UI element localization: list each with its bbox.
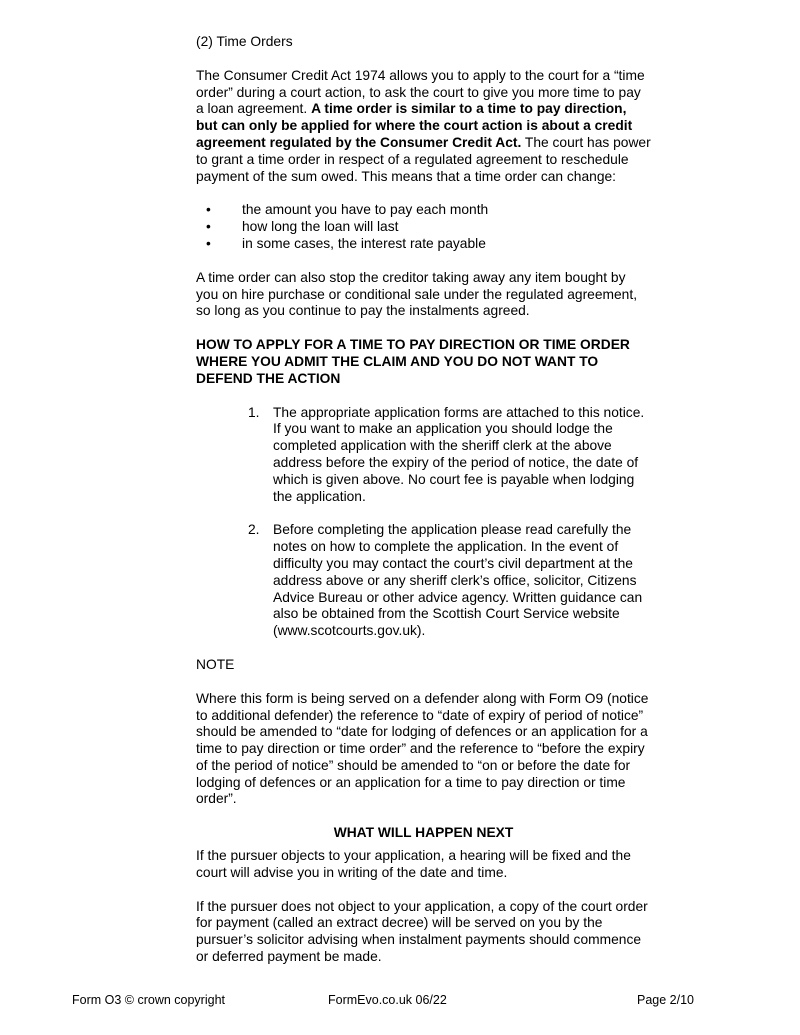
note-paragraph: Where this form is being served on a defender along with Form O9 (notice to additional defender) the reference to “date of expiry of period of notice” should be amended to “date for lodging of defences or an application for a time to pay direction or time order” and the reference to “before the expiry of the period of notice” should be amended to “on or before the date for lodging of defences or an application for a time to pay direction or time order”. (196, 690, 649, 807)
pursuer-objects-paragraph: If the pursuer objects to your application, a hearing will be fixed and the court will advise you in writing of the date and time. (196, 848, 631, 880)
footer-source: FormEvo.co.uk 06/22 (328, 993, 447, 1007)
step-text: The appropriate application forms are attached to this notice. If you want to make an application you should lodge the completed application with the sheriff clerk at the above address before the expiry of the period of notice, the date of which is given above. No court fee is payable when lodging the application. (273, 404, 645, 504)
list-item (196, 522, 651, 640)
pursuer-no-objection-paragraph: If the pursuer does not object to your application, a copy of the court order for payment (called an extract decree) will be served on you by the pursuer’s solicitor advising when instalment payments should commence or deferred payment be made. (196, 898, 648, 965)
section-title: (2) Time Orders (196, 34, 293, 49)
step-number: 2. (248, 522, 260, 538)
what-happens-next-heading: WHAT WILL HAPPEN NEXT (333, 825, 514, 841)
list-item: • the amount you have to pay each month (196, 202, 651, 219)
application-steps-list (196, 405, 651, 640)
list-item: • in some cases, the interest rate payable (196, 236, 651, 253)
stop-creditor-paragraph: A time order can also stop the creditor taking away any item bought by you on hire purchase or conditional sale under the regulated agreement, so long as you continue to pay the instalments agreed. (196, 269, 638, 319)
list-item: • how long the loan will last (196, 219, 651, 236)
page-footer (0, 992, 800, 1010)
document-body (196, 34, 651, 966)
step-number: 1. (248, 404, 260, 420)
note-label: NOTE (196, 656, 235, 672)
intro-text-start: The Consumer Credit Act 1974 allows you to apply to the court for a “time order” during a court action, to ask the court to give you more time to pay a loan agreement. (196, 67, 645, 117)
list-item (196, 405, 651, 506)
step-text: Before completing the application please read carefully the notes on how to complete the application. In the event of difficulty you may contact the court’s civil department at the address above or any sheriff clerk’s office, solicitor, Citizens Advice Bureau or other advice agency. Written guidance can also be obtained from the Scottish Court Service website (www.scotcourts.gov.uk). (273, 522, 643, 639)
intro-bold-text: A time order is similar to a time to pay direction, but can only be applied for where the court action is about a credit agreement regulated by the Consumer Credit Act. (196, 101, 633, 150)
intro-text-end: The court has power to grant a time order in respect of a regulated agreement to reschedule payment of the sum owed. This means that a time order can change: (196, 134, 651, 184)
how-to-apply-heading: HOW TO APPLY FOR A TIME TO PAY DIRECTION OR TIME ORDER WHERE YOU ADMIT THE CLAIM AND YOU DO NOT WANT TO DEFEND THE ACTION (196, 337, 630, 386)
intro-paragraph (196, 68, 651, 186)
footer-copyright: Form O3 © crown copyright (72, 993, 226, 1007)
time-order-changes-list (196, 202, 651, 252)
footer-page-number: Page 2/10 (637, 993, 694, 1007)
